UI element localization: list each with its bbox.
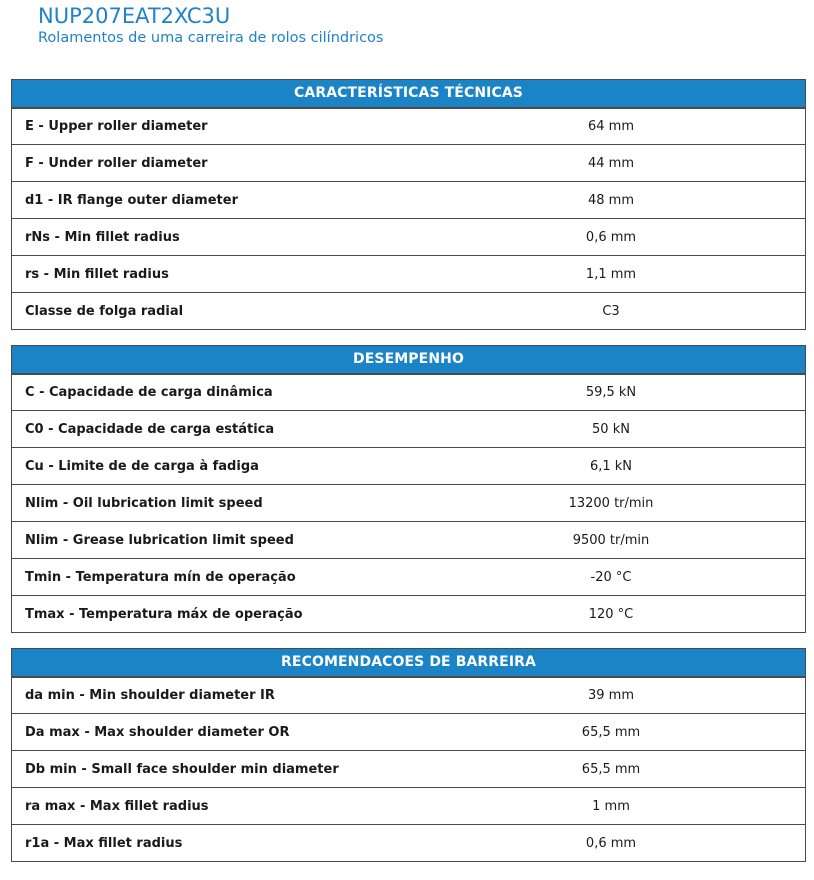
section-header: CARACTERÍSTICAS TÉCNICAS [12, 80, 805, 107]
row-value: 1,1 mm [585, 266, 637, 282]
table-row [12, 292, 805, 329]
table-row [12, 218, 805, 255]
row-label: Db min - Small face shoulder min diameter [25, 761, 339, 777]
page-subtitle: Rolamentos de uma carreira de rolos cilíndricos [38, 30, 384, 46]
table-row [12, 558, 805, 595]
row-value: 6,1 kN [589, 458, 633, 474]
row-value: 9500 tr/min [572, 532, 650, 548]
section-performance [11, 345, 806, 633]
table-row [12, 144, 805, 181]
row-label: Tmax - Temperatura máx de operação [25, 606, 303, 622]
table-row [12, 410, 805, 447]
row-label: C0 - Capacidade de carga estática [25, 421, 275, 437]
section-technical-characteristics [11, 79, 806, 330]
table-row [12, 255, 805, 292]
row-label: F - Under roller diameter [25, 155, 208, 171]
section-header: RECOMENDACOES DE BARREIRA [12, 649, 805, 676]
row-value: 39 mm [587, 688, 634, 703]
row-label: Nlim - Grease lubrication limit speed [25, 532, 294, 548]
row-value: 50 kN [592, 421, 630, 437]
row-label: r1a - Max fillet radius [25, 835, 183, 851]
table-row [12, 447, 805, 484]
row-value: 1 mm [592, 798, 630, 814]
section-header: DESEMPENHO [12, 346, 805, 373]
row-label: Cu - Limite de de carga à fadiga [25, 458, 259, 474]
table-row [12, 595, 805, 632]
page-title: NUP207EAT2XC3U [38, 4, 231, 28]
row-label: rs - Min fillet radius [25, 266, 169, 282]
table-row [12, 713, 805, 750]
row-value: 0,6 mm [585, 229, 637, 245]
table-row [12, 676, 805, 713]
row-value: 0,6 mm [585, 835, 637, 851]
row-value: 59,5 kN [585, 385, 637, 400]
row-value: -20 °C [590, 569, 632, 585]
row-value: 48 mm [587, 192, 634, 208]
row-label: Nlim - Oil lubrication limit speed [25, 495, 263, 511]
row-label: d1 - IR flange outer diameter [25, 192, 238, 208]
row-label: Classe de folga radial [25, 303, 184, 319]
row-label: rNs - Min fillet radius [25, 229, 180, 245]
table-row [12, 181, 805, 218]
table-row [12, 521, 805, 558]
table-row [12, 787, 805, 824]
page-header [38, 4, 383, 48]
table-row [12, 107, 805, 144]
table-row [12, 750, 805, 787]
row-label: E - Upper roller diameter [25, 119, 208, 134]
row-value: 44 mm [587, 155, 634, 171]
row-value: 65,5 mm [581, 761, 641, 777]
row-label: da min - Min shoulder diameter IR [25, 688, 275, 703]
row-value: 64 mm [587, 119, 634, 134]
row-label: ra max - Max fillet radius [25, 798, 209, 814]
table-row [12, 373, 805, 410]
row-value: 120 °C [588, 606, 634, 622]
row-value: 65,5 mm [581, 724, 641, 740]
row-value: C3 [602, 303, 620, 319]
row-label: Da max - Max shoulder diameter OR [25, 724, 290, 740]
row-value: 13200 tr/min [568, 495, 654, 511]
row-label: C - Capacidade de carga dinâmica [25, 385, 273, 400]
table-row [12, 824, 805, 861]
row-label: Tmin - Temperatura mín de operação [25, 569, 296, 585]
table-row [12, 484, 805, 521]
section-abutment-recommendations [11, 648, 806, 862]
